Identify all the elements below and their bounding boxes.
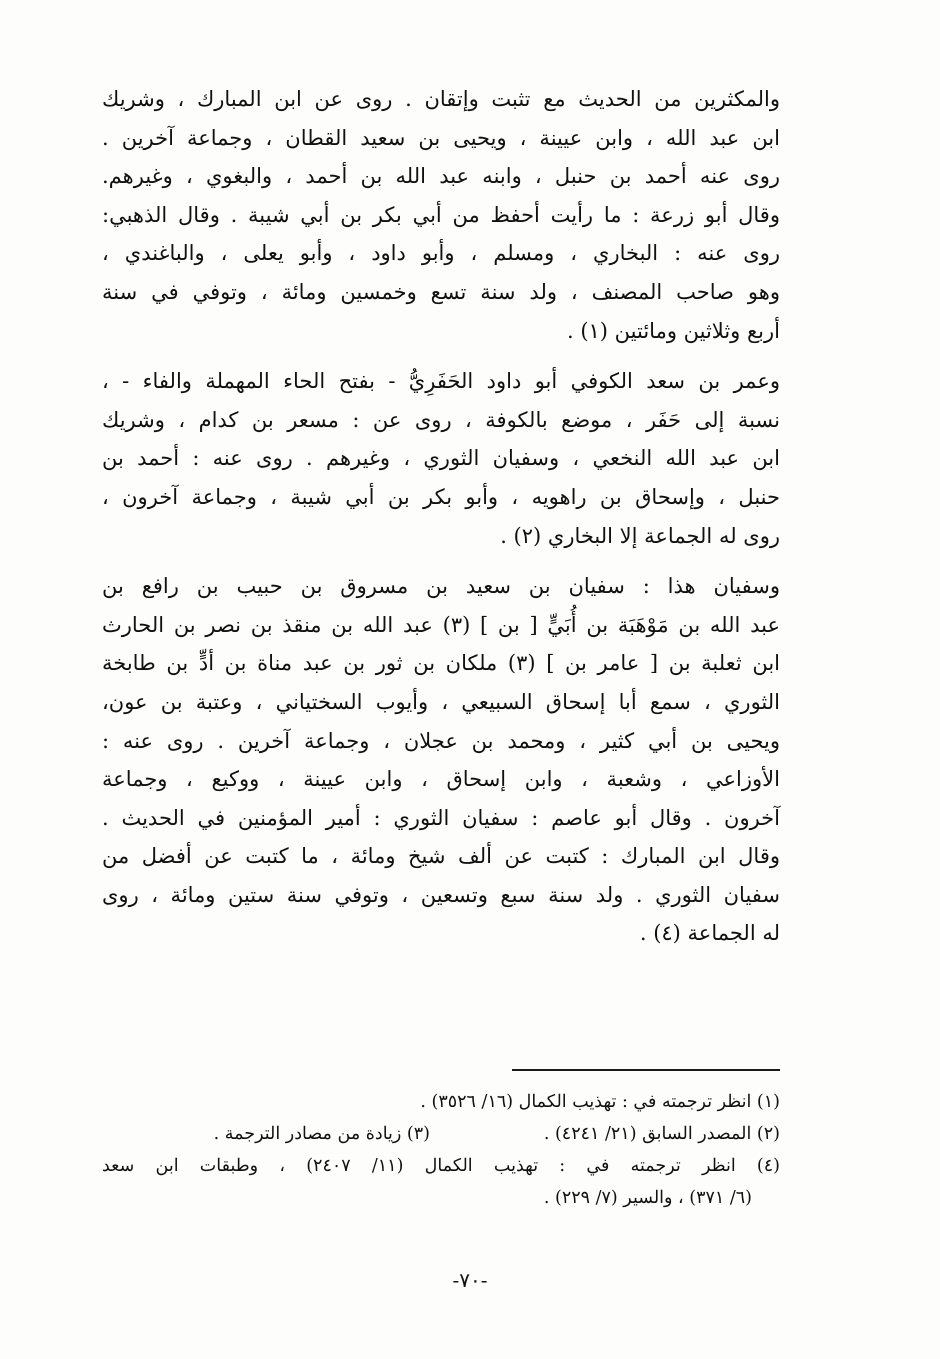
page-number: -٧٠- (452, 1268, 488, 1292)
text-line: روى عنه : البخاري ، ومسلم ، وأبو داود ، وأبو يعلى ، والباغندي ، (102, 241, 780, 266)
text-line: حنبل ، وإسحاق بن راهويه ، وأبو بكر بن أبي شيبة ، وجماعة آخرون ، (102, 484, 780, 509)
text-line: وقال ابن المبارك : كتبت عن ألف شيخ ومائة ، ما كتبت عن أفضل من (102, 844, 780, 869)
paragraph-sufyan-al-thawri (102, 567, 780, 953)
text-line: وقال أبو زرعة : ما رأيت أحفظ من أبي بكر بن أبي شيبة . وقال الذهبي: (102, 202, 780, 227)
text-line: الأوزاعي ، وشعبة ، وابن إسحاق ، وابن عيينة ، ووكيع ، وجماعة (102, 767, 780, 792)
footnote-row-2-3 (102, 1118, 780, 1150)
text-line: آخرون . وقال أبو عاصم : سفيان الثوري : أمير المؤمنين في الحديث . (102, 805, 780, 830)
footnote-4-line-1: (٤) انظر ترجمته في : تهذيب الكمال (١١/ ٢٤٠٧) ، وطبقات ابن سعد (102, 1156, 780, 1176)
main-text (102, 80, 780, 965)
text-line: له الجماعة (٤) . (639, 921, 780, 946)
text-line: ويحيى بن أبي كثير ، ومحمد بن عجلان ، وجماعة آخرين . روى عنه : (102, 728, 780, 753)
text-line: ابن ثعلبة بن [ عامر بن ] (٣) ملكان بن ثور بن عبد مناة بن أدٍّ بن طابخة (102, 651, 780, 676)
text-line: وعمر بن سعد الكوفي أبو داود الحَفَرِيُّ - بفتح الحاء المهملة والفاء - ، (102, 369, 780, 394)
footnote-separator (512, 1069, 780, 1071)
text-line: سفيان الثوري . ولد سنة سبع وتسعين ، وتوفي سنة ستين ومائة ، روى (102, 882, 780, 907)
text-line: أربع وثلاثين ومائتين (١) . (566, 318, 780, 343)
text-line: ابن عبد الله النخعي ، وسفيان الثوري ، وغيرهم . روى عنه : أحمد بن (102, 446, 780, 471)
text-line: روى عنه أحمد بن حنبل ، وابنه عبد الله بن أحمد ، والبغوي ، وغيرهم. (102, 164, 780, 189)
footnotes (102, 1086, 780, 1214)
text-line: وسفيان هذا : سفيان بن سعيد بن مسروق بن حبيب بن رافع بن (102, 574, 780, 599)
text-line: ابن عبد الله ، وابن عيينة ، ويحيى بن سعيد القطان ، وجماعة آخرين . (102, 125, 780, 150)
text-line: الثوري ، سمع أبا إسحاق السبيعي ، وأيوب السختياني ، وعتبة بن عون، (102, 689, 780, 714)
text-line: عبد الله بن مَوْهَبَة بن أُبَيٍّ [ بن ] (٣) عبد الله بن منقذ بن نصر بن الحارث (102, 612, 780, 637)
text-line: نسبة إلى حَفَر ، موضع بالكوفة ، روى عن : مسعر بن كدام ، وشريك (102, 407, 780, 432)
paragraph-abu-bakr-ibn-abi-shaybah (102, 80, 780, 350)
text-line: وهو صاحب المصنف ، ولد سنة تسع وخمسين ومائة ، وتوفي في سنة (102, 279, 780, 304)
footnote-2: (٢) المصدر السابق (٢١/ ٤٢٤١) . (543, 1124, 780, 1144)
paragraph-umar-ibn-sad (102, 362, 780, 555)
footnote-3: (٣) زيادة من مصادر الترجمة . (213, 1124, 430, 1144)
footnote-4-line-2: (٦/ ٣٧١) ، والسير (٧/ ٢٢٩) . (543, 1188, 752, 1208)
text-line: روى له الجماعة إلا البخاري (٢) . (500, 523, 780, 548)
footnote-1: (١) انظر ترجمته في : تهذيب الكمال (١٦/ ٣٥٢٦) . (420, 1092, 780, 1112)
text-line: والمكثرين من الحديث مع تثبت وإتقان . روى عن ابن المبارك ، وشريك (102, 87, 780, 111)
